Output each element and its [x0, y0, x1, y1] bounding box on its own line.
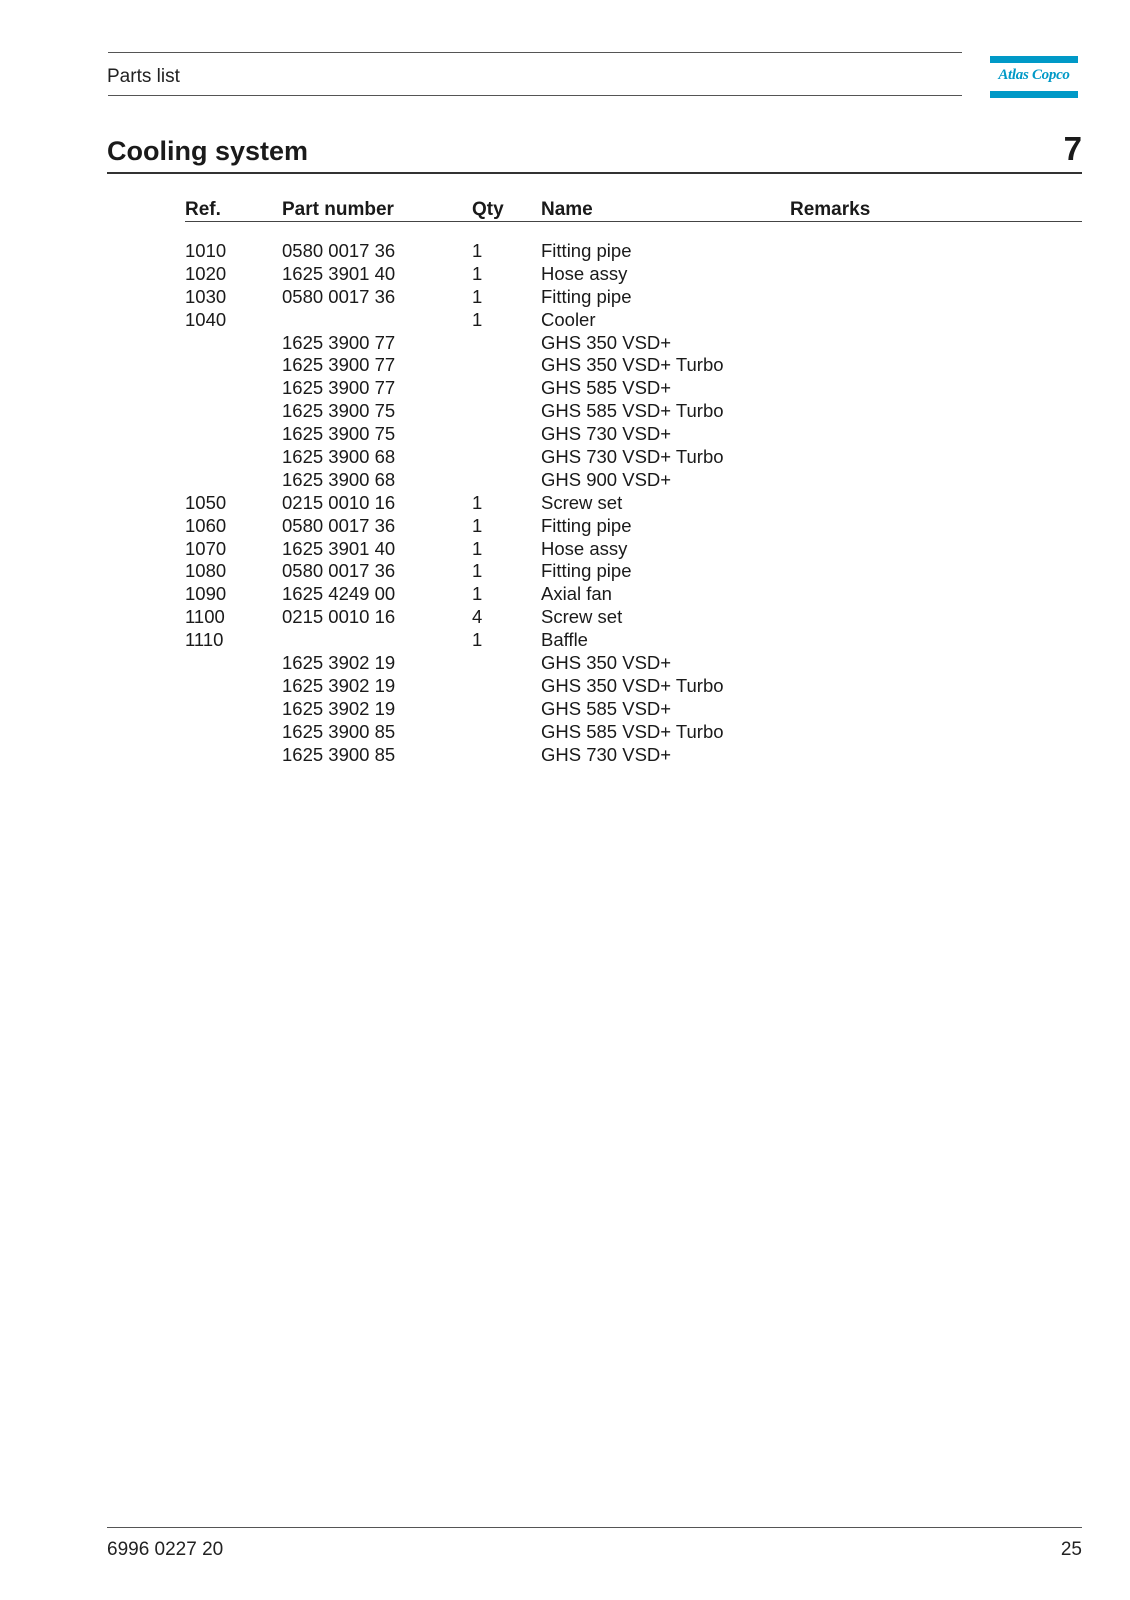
cell-ref: 1040: [185, 308, 227, 330]
cell-part-number: 0580 0017 36: [282, 285, 396, 307]
cell-qty: 1: [472, 629, 483, 651]
cell-part-number: 1625 3902 19: [282, 674, 396, 696]
cell-qty: 1: [472, 491, 483, 513]
table-row: [0, 240, 1130, 263]
cell-qty: 1: [472, 262, 483, 284]
table-row: [0, 309, 1130, 332]
cell-ref: 1050: [185, 491, 227, 513]
footer-doc-number: 6996 0227 20: [107, 1539, 224, 1560]
logo-bottom-bar: [990, 91, 1078, 98]
table-row: [0, 675, 1130, 698]
table-row: [0, 652, 1130, 675]
table-row: [0, 606, 1130, 629]
cell-part-number: 0215 0010 16: [282, 606, 396, 628]
table-row: [0, 400, 1130, 423]
header-bottom-rule: [108, 95, 962, 96]
cell-part-number: 0580 0017 36: [282, 560, 396, 582]
cell-part-number: 1625 3900 85: [282, 743, 396, 765]
cell-qty: 4: [472, 606, 483, 628]
section-rule: [107, 172, 1082, 174]
cell-ref: 1100: [185, 606, 225, 628]
cell-name: Screw set: [541, 491, 623, 513]
parts-table-body: [0, 240, 1130, 766]
cell-name: GHS 585 VSD+ Turbo: [541, 400, 724, 422]
cell-name: GHS 585 VSD+: [541, 697, 672, 719]
cell-name: GHS 730 VSD+ Turbo: [541, 446, 724, 468]
table-row: [0, 560, 1130, 583]
section-title: Cooling system: [107, 136, 309, 166]
cell-name: GHS 350 VSD+ Turbo: [541, 354, 724, 376]
cell-ref: 1110: [185, 629, 224, 651]
cell-name: GHS 900 VSD+: [541, 468, 672, 490]
column-header-name: Name: [541, 199, 593, 220]
cell-qty: 1: [472, 240, 483, 261]
cell-qty: 1: [472, 285, 483, 307]
cell-ref: 1080: [185, 560, 227, 582]
header-title: Parts list: [107, 66, 180, 87]
cell-qty: 1: [472, 583, 483, 605]
column-header-remarks: Remarks: [790, 199, 871, 220]
cell-part-number: 1625 3900 75: [282, 400, 396, 422]
cell-part-number: 1625 3900 85: [282, 720, 396, 742]
atlas-copco-logo: [990, 56, 1078, 98]
table-row: [0, 698, 1130, 721]
footer-page-number: 25: [1060, 1539, 1082, 1560]
cell-qty: 1: [472, 560, 483, 582]
cell-name: GHS 730 VSD+: [541, 423, 672, 445]
cell-name: GHS 730 VSD+: [541, 743, 672, 765]
logo-text: Atlas Copco: [998, 67, 1070, 83]
table-row: [0, 423, 1130, 446]
cell-part-number: 1625 3900 77: [282, 354, 396, 376]
column-header-part-number: Part number: [282, 199, 394, 220]
header-top-rule: [108, 52, 962, 53]
cell-part-number: 0215 0010 16: [282, 491, 396, 513]
column-header-rule: [185, 221, 1082, 222]
cell-name: GHS 585 VSD+: [541, 377, 672, 399]
cell-name: Hose assy: [541, 262, 628, 284]
table-row: [0, 354, 1130, 377]
table-row: [0, 629, 1130, 652]
cell-part-number: 1625 3900 75: [282, 423, 396, 445]
cell-name: GHS 350 VSD+: [541, 652, 672, 674]
cell-name: Fitting pipe: [541, 240, 632, 261]
cell-name: GHS 350 VSD+ Turbo: [541, 674, 724, 696]
cell-name: Axial fan: [541, 583, 612, 605]
cell-part-number: 1625 3902 19: [282, 697, 396, 719]
cell-ref: 1010: [185, 240, 227, 261]
cell-name: Fitting pipe: [541, 285, 632, 307]
column-header-ref: Ref.: [185, 199, 221, 220]
cell-part-number: 1625 3901 40: [282, 262, 396, 284]
cell-name: Cooler: [541, 308, 596, 330]
cell-name: Hose assy: [541, 537, 628, 559]
section-number: 7: [1063, 130, 1082, 167]
cell-name: Screw set: [541, 606, 623, 628]
cell-part-number: 1625 3900 68: [282, 446, 396, 468]
cell-qty: 1: [472, 537, 483, 559]
table-row: [0, 377, 1130, 400]
cell-name: GHS 585 VSD+ Turbo: [541, 720, 724, 742]
table-row: [0, 744, 1130, 767]
cell-part-number: 1625 4249 00: [282, 583, 396, 605]
cell-part-number: 1625 3900 68: [282, 468, 396, 490]
column-header-qty: Qty: [472, 199, 504, 220]
table-row: [0, 583, 1130, 606]
table-row: [0, 721, 1130, 744]
table-row: [0, 469, 1130, 492]
table-row: [0, 332, 1130, 355]
cell-part-number: 0580 0017 36: [282, 514, 396, 536]
cell-ref: 1060: [185, 514, 227, 536]
table-row: [0, 446, 1130, 469]
cell-ref: 1070: [185, 537, 227, 559]
table-row: [0, 492, 1130, 515]
table-row: [0, 263, 1130, 286]
cell-name: Baffle: [541, 629, 588, 651]
cell-part-number: 1625 3900 77: [282, 331, 396, 353]
cell-ref: 1020: [185, 262, 227, 284]
logo-top-bar: [990, 56, 1078, 63]
footer-rule: [107, 1527, 1082, 1528]
cell-qty: 1: [472, 308, 483, 330]
cell-part-number: 1625 3901 40: [282, 537, 396, 559]
cell-part-number: 1625 3900 77: [282, 377, 396, 399]
cell-ref: 1090: [185, 583, 227, 605]
cell-ref: 1030: [185, 285, 227, 307]
table-row: [0, 538, 1130, 561]
cell-name: GHS 350 VSD+: [541, 331, 672, 353]
cell-part-number: 1625 3902 19: [282, 652, 396, 674]
table-row: [0, 286, 1130, 309]
cell-part-number: 0580 0017 36: [282, 240, 396, 261]
table-row: [0, 515, 1130, 538]
cell-qty: 1: [472, 514, 483, 536]
cell-name: Fitting pipe: [541, 560, 632, 582]
cell-name: Fitting pipe: [541, 514, 632, 536]
